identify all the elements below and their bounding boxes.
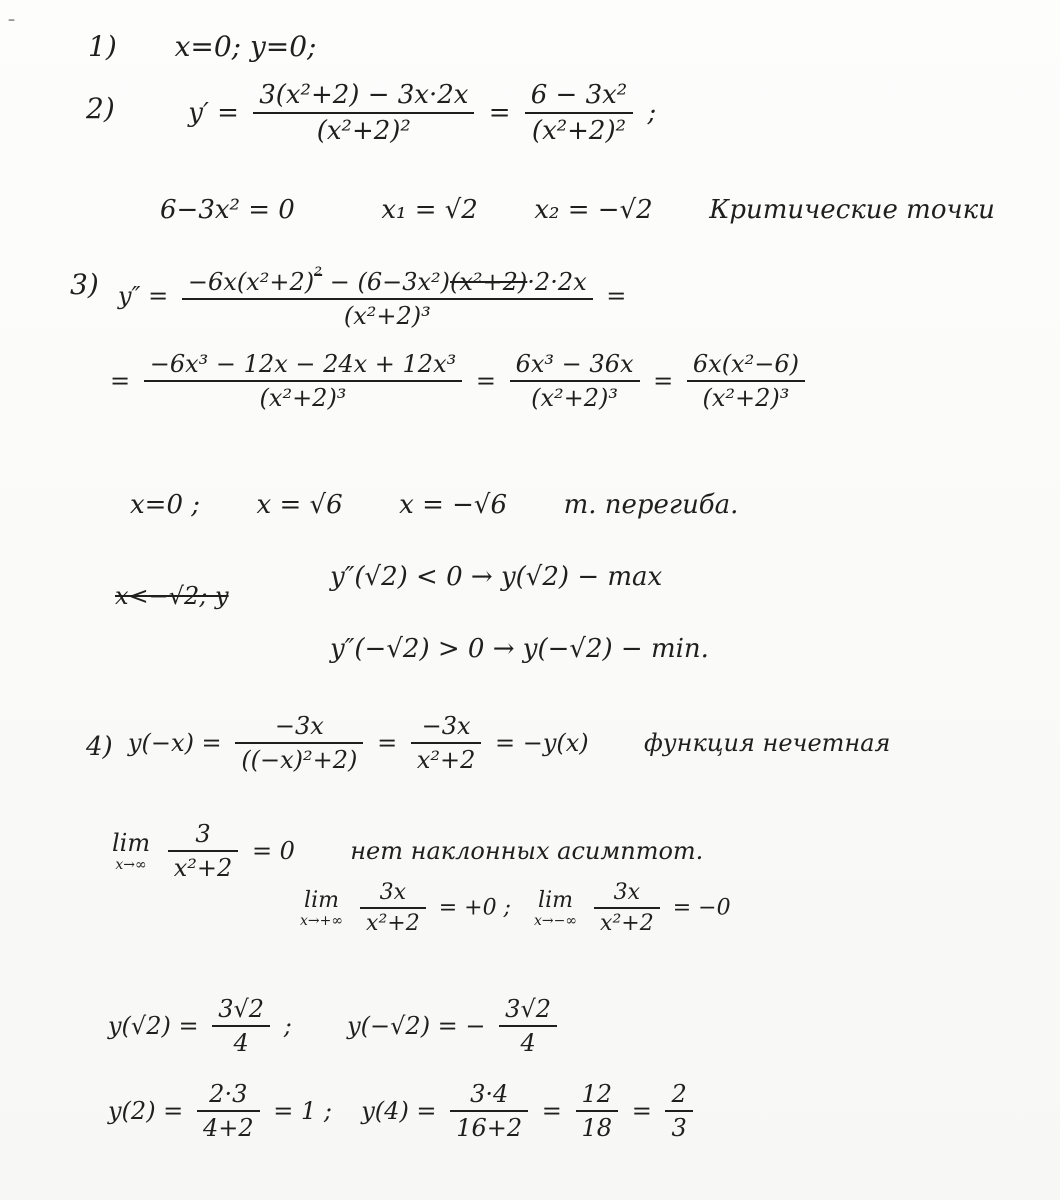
step1-line: [88, 30, 317, 63]
step4-fraction-2-den: x²+2: [416, 746, 476, 774]
critical-x1: x₁ = √2: [381, 195, 478, 225]
value-a-fraction: $\frac{3√2}{4}$: [212, 995, 270, 1057]
limit-2-fraction: $\frac{3x}{\text{x²+2}}$: [360, 880, 426, 936]
step1-number: 1): [88, 30, 117, 63]
step2-fraction-1: [253, 80, 474, 146]
step3b-fraction-1: [144, 350, 462, 412]
limit-1-rhs: = 0: [251, 837, 295, 865]
step2-fraction-2-den: (x²+2)²: [531, 116, 627, 146]
step3b-fraction-1-den: (x²+2)³: [259, 384, 347, 412]
extremum-min-line: y″(−√2) > 0 → y(−√2) − min.: [330, 634, 709, 664]
value-y4-eq: =: [541, 1097, 562, 1125]
step2-end: ;: [647, 98, 657, 128]
step3-simplification: [110, 350, 811, 412]
step3b-fraction-3-den: (x²+2)³: [702, 384, 790, 412]
step3-lhs: y″ =: [118, 282, 169, 310]
limit-3-fraction: $\frac{3x}{\text{x²+2}}$: [594, 880, 660, 936]
step2-fraction-2: [525, 80, 633, 146]
limit-3-operator: lim x→−∞: [534, 887, 578, 929]
step3b-fraction-2-den: (x²+2)³: [531, 384, 618, 412]
value-y4-fraction-2: $\frac{12}{18}$: [576, 1080, 619, 1142]
step4-label: функция нечетная: [643, 729, 891, 757]
value-b-lhs: y(−√2) = −: [347, 1012, 486, 1040]
step2-fraction-1-den: (x²+2)²: [316, 116, 411, 146]
crossed-out-note: x<−√2; y: [115, 582, 229, 610]
limit-2-operator: lim x→+∞: [300, 887, 344, 929]
value-b-fraction: $\frac{3√2}{4}$: [499, 995, 557, 1057]
critical-x2: x₂ = −√2: [534, 195, 653, 225]
extremum-max-line: y″(√2) < 0 → y(√2) − max: [330, 562, 663, 592]
values-sqrt2-line: [108, 995, 563, 1057]
step3b-eq1: =: [475, 367, 496, 395]
step3-fraction-den: (x²+2)³: [343, 302, 431, 330]
step4-number: 4): [86, 732, 113, 762]
step2-fraction-2-num: 6 − 3x²: [525, 80, 633, 114]
inflection-c: x = −√6: [399, 490, 508, 520]
step3-number: 3): [70, 268, 99, 301]
value-a-lhs: y(√2) =: [108, 1012, 199, 1040]
value-y4-fraction-3: $\frac{2}{3}$: [665, 1080, 692, 1142]
critical-points-line: [160, 195, 995, 225]
step4-eq: =: [377, 729, 398, 757]
step2-number: 2): [86, 92, 115, 125]
step3b-eq2: =: [653, 367, 674, 395]
step4-fraction-1-num: −3x: [235, 712, 363, 744]
step1-text: x=0; y=0;: [174, 30, 317, 63]
step2-lhs: y′ =: [188, 98, 239, 128]
step2-fraction-1-num: 3(x²+2) − 3x·2x: [253, 80, 474, 114]
value-y4-fraction: $\frac{3\cdot 4}{16+2}$: [450, 1080, 528, 1142]
step4-parity: [128, 712, 890, 774]
step4-fraction-2: [411, 712, 482, 774]
limit-3-rhs: = −0: [672, 895, 731, 921]
step3b-pre: =: [110, 367, 131, 395]
step2-equals: =: [488, 98, 511, 128]
inflection-b: x = √6: [256, 490, 343, 520]
step3-fraction-num: $-6x(x^2+2)^{^2} - (6-3x^2)(x^2+2)\cdot 2\cdot 2x$: [182, 262, 593, 300]
step3b-fraction-1-num: −6x³ − 12x − 24x + 12x³: [144, 350, 462, 382]
step3b-fraction-3-num: 6x(x²−6): [687, 350, 805, 382]
value-y2-lhs: y(2) =: [108, 1097, 184, 1125]
value-y4-lhs: y(4) =: [361, 1097, 437, 1125]
step3-second-derivative: [118, 262, 626, 330]
inflection-label: т. перегиба.: [563, 490, 739, 520]
step2-derivative: [140, 80, 656, 146]
limit-1-label: нет наклонных асимптот.: [350, 837, 704, 865]
value-y2-fraction: $\frac{2\cdot 3}{4+2}$: [197, 1080, 260, 1142]
step3b-fraction-3: [687, 350, 805, 412]
edge-mark: –: [8, 12, 15, 28]
limit-2-rhs: = +0 ;: [438, 895, 511, 921]
limit-3-line: [534, 880, 731, 936]
inflection-a: x=0 ;: [130, 490, 201, 520]
limit-1-operator: lim x→∞: [112, 829, 151, 873]
value-y4-eq2: =: [631, 1097, 652, 1125]
step3-fraction: [182, 262, 593, 330]
critical-equation: 6−3x² = 0: [160, 195, 295, 225]
step3-end: =: [606, 282, 627, 310]
step3b-fraction-2-num: 6x³ − 36x: [510, 350, 640, 382]
value-y2-rhs: = 1 ;: [273, 1097, 332, 1125]
limit-1-fraction: $\frac{3}{\text{x²+2}}$: [168, 820, 239, 882]
critical-label: Критические точки: [709, 195, 995, 225]
step3b-fraction-2: [510, 350, 640, 412]
step4-fraction-1: [235, 712, 363, 774]
value-separator: ;: [283, 1012, 292, 1040]
step4-fraction-1-den: ((−x)²+2): [241, 746, 358, 774]
limit-2-line: [300, 880, 511, 936]
step4-lhs: y(−x) =: [128, 729, 222, 757]
limit-1-line: [112, 820, 703, 882]
inflection-points-line: [130, 490, 738, 520]
values-points-line: [108, 1080, 699, 1142]
step4-fraction-2-num: −3x: [411, 712, 482, 744]
step4-rhs: = −y(x): [495, 729, 589, 757]
